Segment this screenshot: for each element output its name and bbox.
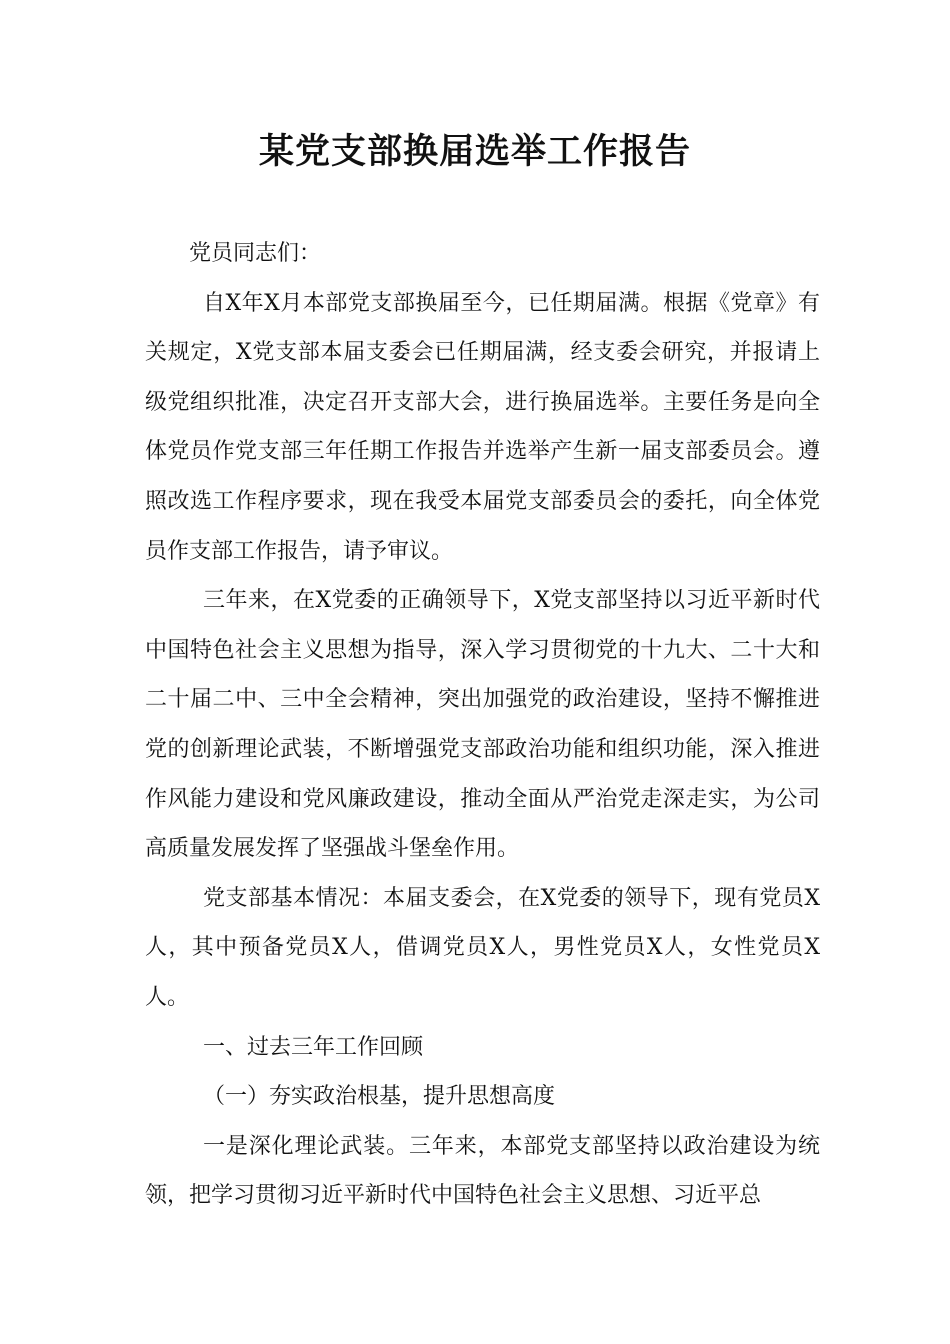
paragraph-theory: 一是深化理论武装。三年来，本部党支部坚持以政治建设为统领，把学习贯彻习近平新时代中国特色社会主义思想、习近平总 bbox=[145, 1133, 820, 1209]
document-body bbox=[145, 229, 820, 1221]
salutation: 党员同志们： bbox=[189, 241, 322, 266]
paragraph-overview: 三年来，在X党委的正确领导下，X党支部坚持以习近平新时代中国特色社会主义思想为指导，深入学习贯彻党的十九大、二十大和二十届二中、三中全会精神，突出加强党的政治建设，坚持不懈推进党的创新理论武装，不断增强党支部政治功能和组织功能，深入推进作风能力建设和党风廉政建设，推动全面从严治党走深走实，为公司高质量发展发挥了坚强战斗堡垒作用。 bbox=[145, 588, 820, 862]
document-title: 某党支部换届选举工作报告 bbox=[258, 132, 691, 172]
paragraph-basic-info: 党支部基本情况：本届支委会，在X党委的领导下，现有党员X人，其中预备党员X人，借调党员X人，男性党员X人，女性党员X人。 bbox=[145, 885, 820, 1010]
section-heading: 一、过去三年工作回顾 bbox=[203, 1034, 424, 1060]
subsection-heading: （一）夯实政治根基，提升思想高度 bbox=[203, 1084, 556, 1110]
paragraph-intro: 自X年X月本部党支部换届至今，已任期届满。根据《党章》有关规定，X党支部本届支委会已任期届满，经支委会研究，并报请上级党组织批准，决定召开支部大会，进行换届选举。主要任务是向全体党员作党支部三年任期工作报告并选举产生新一届支部委员会。遵照改选工作程序要求，现在我受本届党支部委员会的委托，向全体党员作支部工作报告，请予审议。 bbox=[145, 290, 820, 564]
